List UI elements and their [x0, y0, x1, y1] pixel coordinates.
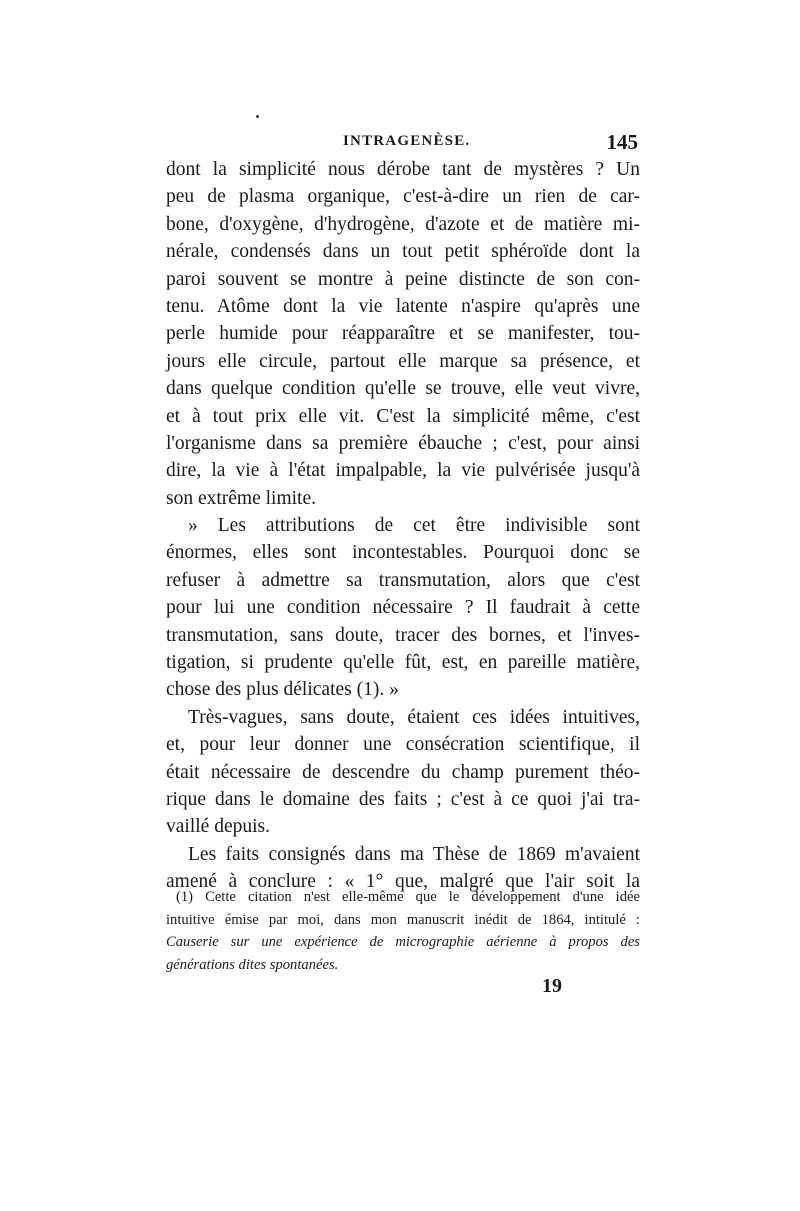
text-line: rique dans le domaine des faits ; c'est à ce quoi j'ai tra-	[166, 788, 640, 810]
text-line: son extrême limite.	[166, 487, 317, 509]
text-line: dire, la vie à l'état impalpable, la vie pulvérisée jusqu'à	[166, 460, 640, 482]
text-line: » Les attributions de cet être indivisible sont	[188, 515, 640, 537]
text-line: énormes, elles sont incontestables. Pourquoi donc se	[166, 542, 640, 564]
footnote-line: Causerie sur une expérience de micrographie aérienne à propos des	[166, 934, 640, 950]
text-line: vaillé depuis.	[166, 816, 270, 838]
text-line: et à tout prix elle vit. C'est la simplicité même, c'est	[166, 405, 640, 427]
footnote-line: (1) Cette citation n'est elle-même que le développement d'une idée	[176, 889, 640, 905]
text-line: dans quelque condition qu'elle se trouve, elle veut vivre,	[166, 378, 640, 400]
text-line: refuser à admettre sa transmutation, alors que c'est	[166, 569, 640, 591]
footnote	[166, 886, 640, 976]
signature-mark: 19	[542, 975, 562, 997]
footnote-line: générations dites spontanées.	[166, 956, 339, 973]
text-line: dont la simplicité nous dérobe tant de mystères ? Un	[166, 159, 640, 180]
running-head	[343, 130, 638, 155]
text-line: bone, d'oxygène, d'hydrogène, d'azote et de matière mi-	[166, 213, 640, 235]
text-line: Très-vagues, sans doute, étaient ces idées intuitives,	[188, 706, 640, 728]
text-line: tigation, si prudente qu'elle fût, est, en pareille matière,	[166, 652, 640, 674]
text-line: transmutation, sans doute, tracer des bornes, et l'inves-	[166, 624, 640, 646]
text-line: perle humide pour réapparaître et se manifester, tou-	[166, 323, 640, 345]
text-line: était nécessaire de descendre du champ purement théo-	[166, 761, 640, 783]
text-line: amené à conclure : « 1° que, malgré que l'air soit la	[166, 871, 640, 893]
text-line: peu de plasma organique, c'est-à-dire un rien de car-	[166, 186, 640, 208]
text-line: paroi souvent se montre à peine distincte de son con-	[166, 268, 640, 290]
text-line: et, pour leur donner une consécration scientifique, il	[166, 734, 640, 756]
ink-speck	[256, 115, 259, 118]
text-line: nérale, condensés dans un tout petit sphéroïde dont la	[166, 241, 640, 263]
text-line: chose des plus délicates (1). »	[166, 679, 399, 701]
text-line: jours elle circule, partout elle marque sa présence, et	[166, 350, 640, 372]
footnote-line: intuitive émise par moi, dans mon manuscrit inédit de 1864, intitulé :	[166, 911, 640, 928]
page-number: 145	[606, 130, 638, 154]
running-title: INTRAGENÈSE.	[343, 133, 471, 149]
text-line: l'organisme dans sa première ébauche ; c'est, pour ainsi	[166, 432, 640, 454]
text-line: tenu. Atôme dont la vie latente n'aspire qu'après une	[166, 295, 640, 317]
text-line: Les faits consignés dans ma Thèse de 1869 m'avaient	[188, 843, 640, 865]
body-text	[166, 156, 640, 896]
text-line: pour lui une condition nécessaire ? Il faudrait à cette	[166, 597, 640, 619]
